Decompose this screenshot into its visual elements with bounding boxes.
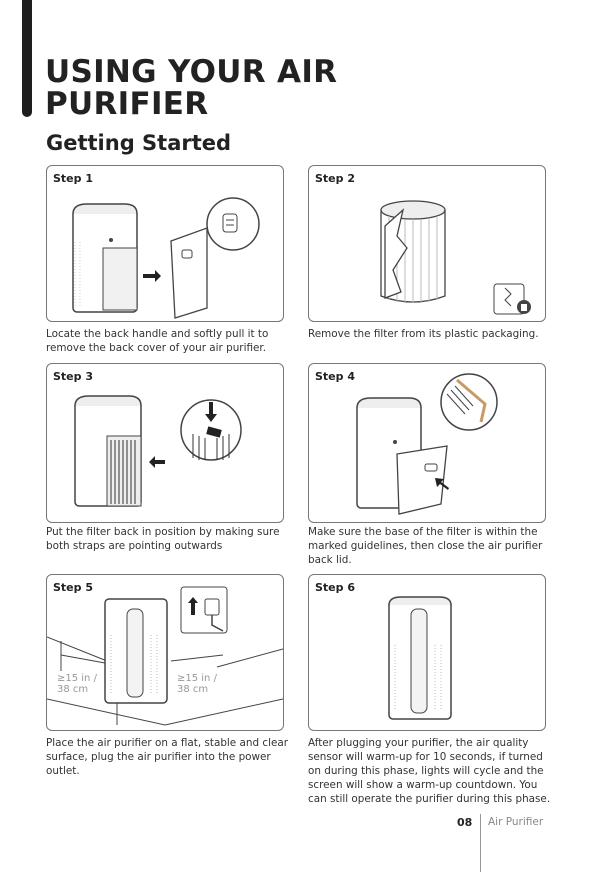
- step-1-label: Step 1: [53, 172, 93, 185]
- step-4-label: Step 4: [315, 370, 355, 383]
- clearance-left-label: [57, 673, 97, 695]
- step-1-panel: [46, 165, 284, 322]
- step-3-caption: Put the filter back in position by making sure both straps are pointing outwards: [46, 526, 280, 552]
- footer-section-label: Air Purifier: [488, 816, 544, 828]
- clearance-right-label: [177, 673, 217, 695]
- step-5-panel: [46, 574, 284, 731]
- step-6-panel: [308, 574, 546, 731]
- page-title: [45, 56, 337, 120]
- step-6-caption: After plugging your purifier, the air quality sensor will warm-up for 10 seconds, if turned on during this phase, lights will cycle and the screen will show a warm-up countdown. You can still operate the purifier during this phase.: [308, 737, 551, 805]
- step-5-label: Step 5: [53, 581, 93, 594]
- step-2-caption: Remove the filter from its plastic packaging.: [308, 328, 539, 340]
- step-3-panel: [46, 363, 284, 523]
- title-line-1: USING YOUR AIR: [45, 54, 338, 90]
- step-5-illustration: [47, 575, 283, 730]
- title-line-2: PURIFIER: [45, 86, 209, 122]
- clearance-right-cm: 38 cm: [177, 684, 209, 695]
- clearance-left-cm: 38 cm: [57, 684, 89, 695]
- step-3-illustration: [47, 364, 283, 522]
- step-6-label: Step 6: [315, 581, 355, 594]
- step-5-caption: Place the air purifier on a flat, stable and clear surface, plug the air purifier into the power outlet.: [46, 737, 288, 777]
- clearance-left-inches: ≥15 in /: [57, 673, 97, 684]
- step-4-illustration: [309, 364, 545, 522]
- footer-divider: [480, 814, 481, 872]
- step-2-panel: [308, 165, 546, 322]
- step-4-panel: [308, 363, 546, 523]
- clearance-right-inches: ≥15 in /: [177, 673, 217, 684]
- step-2-illustration: [309, 166, 545, 321]
- step-1-caption: Locate the back handle and softly pull it to remove the back cover of your air purifier.: [46, 328, 269, 354]
- step-1-illustration: [47, 166, 283, 321]
- step-3-label: Step 3: [53, 370, 93, 383]
- step-6-illustration: [309, 575, 545, 730]
- accent-bar: [22, 0, 32, 117]
- section-heading: Getting Started: [46, 131, 232, 155]
- step-4-caption: Make sure the base of the filter is within the marked guidelines, then close the air purifier back lid.: [308, 526, 543, 566]
- page-number: 08: [457, 816, 473, 829]
- step-2-label: Step 2: [315, 172, 355, 185]
